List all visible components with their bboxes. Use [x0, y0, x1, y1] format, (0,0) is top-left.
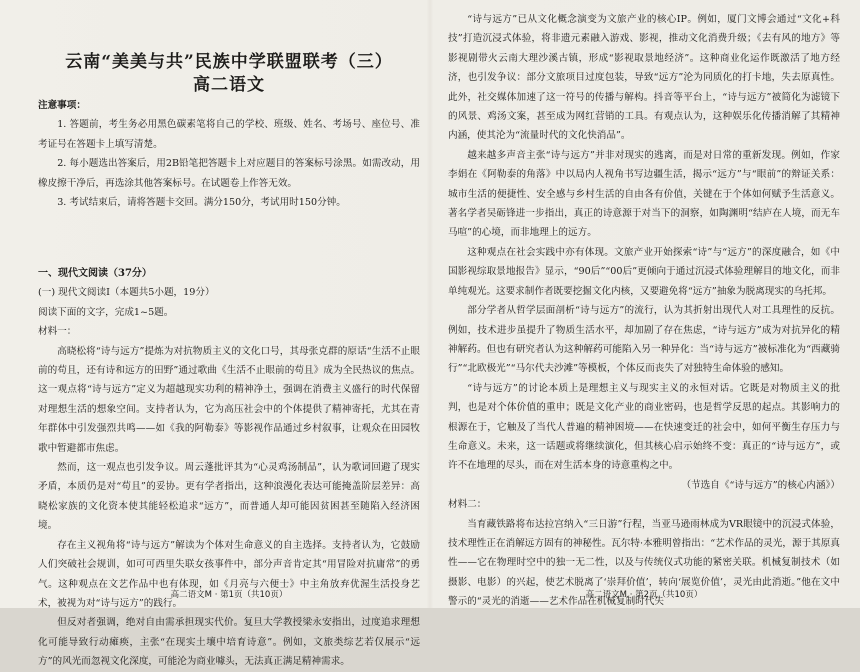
material1-continued — [448, 10, 840, 612]
material1-paragraph: 存在主义视角将“诗与远方”解读为个体对生命意义的自主选择。支持者认为，它鼓励人们突破社会规训，如可可西里失联女孩事件中，部分声音肯定其“用冒险对抗庸常”的勇气。这种观点在文艺作品中也有体现，如《月亮与六便士》中主角放弃优渥生活投身艺术，被视为对“诗与远方”的践行。 — [38, 539, 420, 609]
material2-label: 材料二： — [448, 499, 487, 511]
page-footer-left: 高二语文M · 第1页（共10页） — [170, 590, 288, 600]
source-citation: （节选自《“诗与远方”的核心内涵》） — [681, 479, 840, 491]
notice-section — [38, 96, 420, 212]
subject-title: 高二语文 — [193, 75, 265, 95]
material1-paragraph: 越来越多声音主张“诗与远方”并非对现实的逃离，而是对日常的重新发现。例如，作家李娟在《阿勒泰的角落》中以局内人视角书写边疆生活，揭示“远方”与“眼前”的辩证关系：城市生活的便捷性、安全感与乡村生活的自由各有价值，关键在于个体如何赋予生活意义。著名学者吴砺锋进一步指出，真正的诗意源于对当下的洞察，如陶渊明“结庐在人境，而无车马喧”的心境，而非地理上的远方。 — [448, 149, 840, 239]
material1-paragraph: “诗与远方”已从文化概念演变为文旅产业的核心IP。例如，厦门文博会通过“文化+科技”打造沉浸式体验，将非遗元素融入游戏、影视，推动文化消费升级；《去有风的地方》等影视剧带火云南大理沙溪古镇，形成“影视取景地经济”。这种商业化运作既激活了地方经济，也引发争议：部分文旅项目过度包装，导致“远方”沦为同质化的打卡地，失去原真性。此外，社交媒体加速了这一符号的传播与解构。抖音等平台上，“诗与远方”被简化为滤镜下的风景、鸡汤文案，甚至成为网红营销的工具。有观点认为，这种娱乐化传播消解了其精神内涵，使其沦为“流量时代的文化快消品”。 — [448, 14, 840, 142]
notice-heading: 注意事项： — [38, 100, 86, 111]
sub-section-heading: (一) 现代文阅读Ⅰ（本题共5小题，19分） — [38, 287, 215, 299]
material1-paragraph: “诗与远方”的讨论本质上是理想主义与现实主义的永恒对话。它既是对物质主义的批判，也是对个体价值的重申；既是文化产业的商业密码，也是哲学反思的起点。其影响力的根源在于，它触及了当代人普遍的精神困境——在快速变迁的社会中，如何平衡生存压力与生命意义。未来，这一话题或将继续演化，但其核心启示始终不变：真正的“诗与远方”，或许不在地理的尽头，而在对生活本身的诗意重构之中。 — [448, 382, 840, 472]
reading-section — [38, 264, 420, 672]
material1-label: 材料一： — [38, 326, 77, 338]
left-page — [38, 0, 420, 668]
material1-paragraph: 部分学者从哲学层面剖析“诗与远方”的流行，认为其折射出现代人对工具理性的反抗。例如，技术进步虽提升了物质生活水平，却加剧了存在焦虑，“诗与远方”成为对抗异化的精神解药。但也有研究者认为这种解药可能陷入另一种异化：当“诗与远方”被标准化为“西藏骑行”“北欧极光”“马尔代夫沙滩”等模板，个体反而丧失了对独特生命体验的感知。 — [448, 305, 840, 375]
material1-paragraph: 这种观点在社会实践中亦有体现。文旅产业开始探索“诗”与“远方”的深度融合，如《中国影视综取景地报告》显示，“90后”“00后”更倾向于通过沉浸式体验理解目的地文化，而非单纯观光。这要求制作者既要挖掘文化内核，又要避免将“远方”抽象为脱离现实的乌托邦。 — [448, 246, 840, 297]
material1-paragraph: 高晓松将“诗与远方”提炼为对抗物质主义的文化口号，其母张克群的原话“生活不止眼前的苟且，还有诗和远方的田野”通过歌曲《生活不止眼前的苟且》成为全民热议的焦点。这一观点将“诗与远方”定义为超越现实功利的精神净土，强调在消费主义盛行的时代保留对理想生活的想象空间。支持者认为，它为高压社会中的个体提供了精神寄托，尤其在青年群体中引发强烈共鸣——如《我的阿勒泰》等影视作品通过乡村叙事，让观众在田园牧歌中暂避都市焦虑。 — [38, 345, 420, 454]
right-page — [448, 0, 840, 608]
material2-paragraph: 当育藏铁路将布达拉宫纳入“三日游”行程，当亚马逊雨林成为VR眼镜中的沉浸式体验，技术理性正在消解远方固有的神秘性。瓦尔特·本雅明曾指出：“艺术作品的灵光，源于其原真性——它在物理时空中的独一无二性，以及与传统仪式功能的紧密关联。机械复制技术（如摄影、电影）的兴起，使艺术脱离了‘崇拜价值’，转向‘展览价值’，灵光由此消逝。”他在文中警示的“灵光的消逝——艺术作品在机械复制时代失 — [448, 518, 840, 608]
notice-item: 3. 考试结束后，请将答题卡交回。满分150分，考试用时150分钟。 — [57, 197, 346, 209]
notice-item: 1. 答题前，考生务必用黑色碳素笔将自己的学校、班级、姓名、考场号、座位号、准考证号在答题卡上填写清楚。 — [38, 119, 420, 150]
page-footer-right: 高二语文M · 第2页（共10页） — [585, 590, 703, 600]
notice-item: 2. 每小题选出答案后，用2B铅笔把答题卡上对应题目的答案标号涂黑。如需改动，用橡皮擦干净后，再选涂其他答案标号。在试题卷上作答无效。 — [38, 158, 420, 189]
instruction-text: 阅读下面的文字，完成1~5题。 — [38, 306, 174, 318]
section-heading: 一、现代文阅读（37分） — [38, 268, 152, 279]
material1-paragraph: 然而，这一观点也引发争议。周云蓬批评其为“心灵鸡汤制品”，认为歌词回避了现实矛盾，本质仍是对“苟且”的妥协。更有学者指出，这种浪漫化表达可能掩盖阶层差异：高晓松家族的文化资本使其能轻松追求“远方”，而普通人却可能因贫困甚至随陷入经济困境。 — [38, 462, 420, 532]
exam-title: 云南“美美与共”民族中学联盟联考（三） — [65, 52, 393, 72]
material1-paragraph: 但反对者强调，绝对自由需承担现实代价。复旦大学教授梁永安指出，过度追求理想化可能导致行动瘫痪，主张“在现实土壤中培育诗意”。例如，文旅类综艺若仅展示“远方”的风光而忽视文化深度，可能沦为商业噱头，无法真正满足精神需求。 — [38, 617, 420, 668]
